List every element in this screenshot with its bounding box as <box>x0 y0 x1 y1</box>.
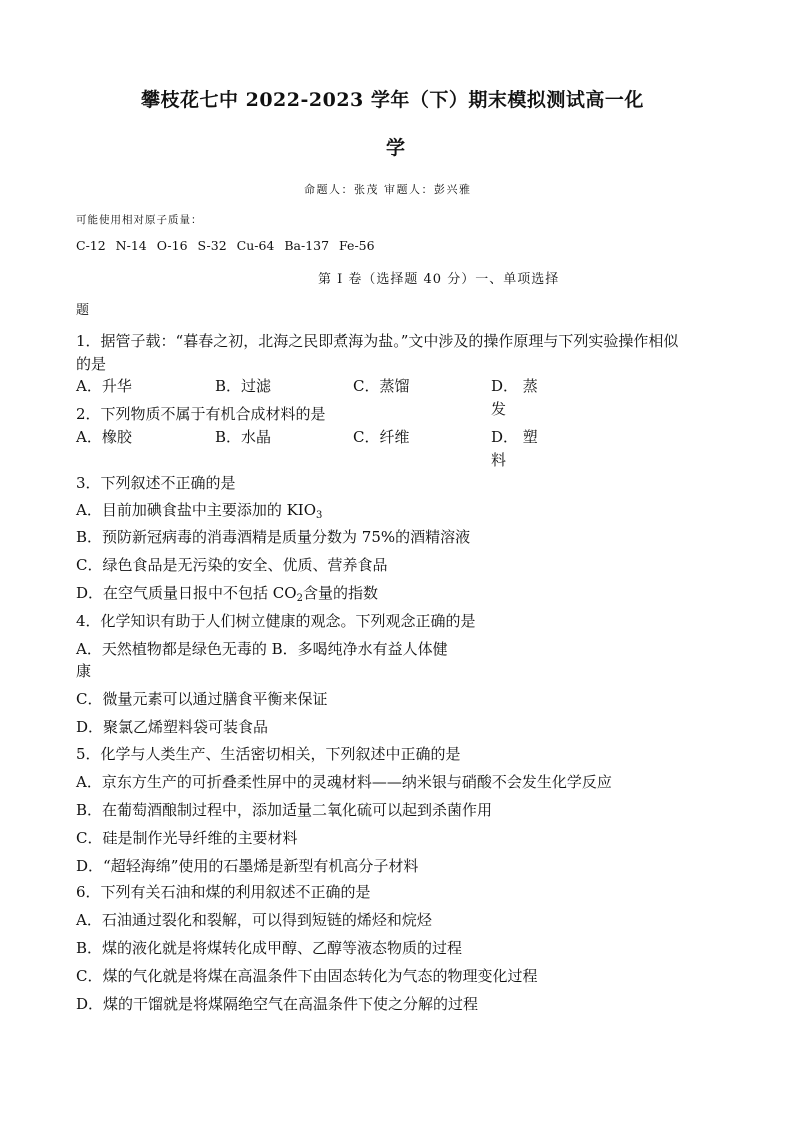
q1-option-d-continued: 发 <box>491 400 507 418</box>
q5-option-d: D．“超轻海绵”使用的石墨烯是新型有机高分子材料 <box>76 857 419 875</box>
q5-stem: 5．化学与人类生产、生活密切相关，下列叙述中正确的是 <box>76 745 461 763</box>
q2-stem: 2．下列物质不属于有机合成材料的是 <box>76 405 326 423</box>
q6-option-d: D．煤的干馏就是将煤隔绝空气在高温条件下使之分解的过程 <box>76 995 479 1013</box>
q2-option-c: C．纤维 <box>353 428 410 446</box>
q4-option-c: C．微量元素可以通过膳食平衡来保证 <box>76 690 328 708</box>
q2-option-a: A．橡胶 <box>76 428 132 446</box>
q4-stem: 4．化学知识有助于人们树立健康的观念。下列观念正确的是 <box>76 612 476 630</box>
q5-option-a: A．京东方生产的可折叠柔性屏中的灵魂材料——纳米银与硝酸不会发生化学反应 <box>76 773 612 791</box>
page-title-continued: 学 <box>386 137 406 159</box>
q5-option-c: C．硅是制作光导纤维的主要材料 <box>76 829 298 847</box>
q4-options-a-b: A．天然植物都是绿色无毒的 B．多喝纯净水有益人体健 <box>76 640 448 658</box>
q3-option-c: C．绿色食品是无污染的安全、优质、营养食品 <box>76 556 388 574</box>
q2-option-b: B．水晶 <box>215 428 272 446</box>
q3-option-b: B．预防新冠病毒的消毒酒精是质量分数为 75%的酒精溶液 <box>76 528 471 546</box>
q3-stem: 3．下列叙述不正确的是 <box>76 474 236 492</box>
q6-option-a: A．石油通过裂化和裂解，可以得到短链的烯烃和烷烃 <box>76 911 432 929</box>
q5-option-b: B．在葡萄酒酿制过程中，添加适量二氧化硫可以起到杀菌作用 <box>76 801 493 819</box>
section-heading: 第 I 卷（选择题 40 分）一、单项选择 <box>318 272 560 287</box>
q1-option-d: D． 蒸 <box>491 377 538 395</box>
q1-stem-continued: 的是 <box>76 355 107 373</box>
section-heading-continued: 题 <box>76 303 91 318</box>
q3-option-a: A．目前加碘食盐中主要添加的 $KIO_3$ <box>76 501 323 521</box>
q1-option-c: C．蒸馏 <box>353 377 410 395</box>
q2-option-d-continued: 料 <box>491 451 507 469</box>
q1-option-b: B．过滤 <box>215 377 272 395</box>
authors-line: 命题人：张茂 审题人：彭兴雅 <box>304 183 472 196</box>
q1-stem: 1．据管子载：“暮春之初，北海之民即煮海为盐。”文中涉及的操作原理与下列实验操作相似 <box>76 332 679 350</box>
q1-option-a: A．升华 <box>76 377 132 395</box>
q4-option-d: D．聚氯乙烯塑料袋可装食品 <box>76 718 269 736</box>
atomic-mass-label: 可能使用相对原子质量： <box>76 214 203 226</box>
atomic-mass-list: C-12 N-14 O-16 S-32 Cu-64 Ba-137 Fe-56 <box>76 238 375 253</box>
q2-option-d: D． 塑 <box>491 428 538 446</box>
q6-option-b: B．煤的液化就是将煤转化成甲醇、乙醇等液态物质的过程 <box>76 939 463 957</box>
q6-option-c: C．煤的气化就是将煤在高温条件下由固态转化为气态的物理变化过程 <box>76 967 538 985</box>
q4-options-a-b-continued: 康 <box>76 662 92 680</box>
q6-stem: 6．下列有关石油和煤的利用叙述不正确的是 <box>76 883 371 901</box>
q3-option-d: D．在空气质量日报中不包括 $CO_2$含量的指数 <box>76 584 378 604</box>
page-title: 攀枝花七中 2022-2023 学年（下）期末模拟测试高一化 <box>141 89 644 111</box>
